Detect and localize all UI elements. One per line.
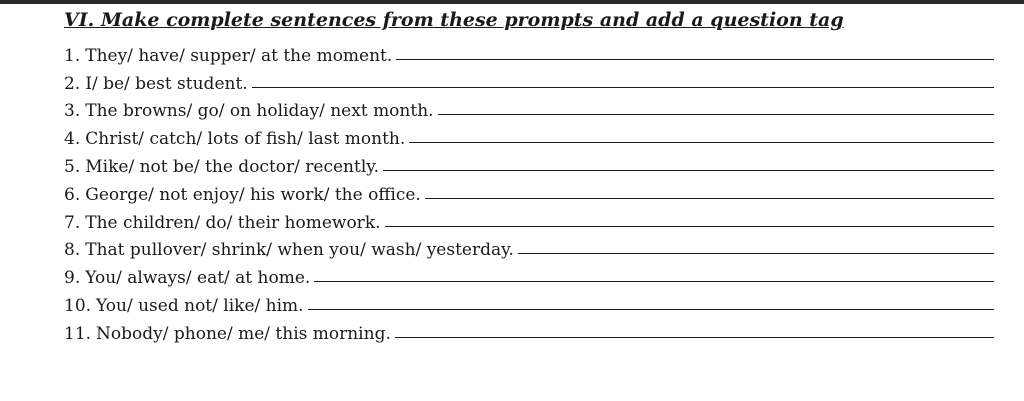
answer-line — [409, 141, 994, 143]
item-number: 3. — [64, 101, 81, 122]
exercise-list — [64, 38, 994, 344]
exercise-sheet — [64, 6, 994, 344]
item-number: 4. — [64, 129, 81, 150]
item-prompt: Mike/ not be/ the doctor/ recently. — [85, 156, 380, 177]
exercise-title: VI. Make complete sentences from these prompts and add a question tag — [64, 9, 844, 31]
exercise-item-1 — [64, 38, 994, 66]
answer-line — [396, 58, 994, 60]
exercise-item-5 — [64, 149, 994, 177]
answer-line — [518, 252, 994, 254]
page-top-edge — [0, 0, 1024, 4]
item-prompt: That pullover/ shrink/ when you/ wash/ yesterday. — [85, 240, 514, 261]
item-number: 7. — [64, 212, 81, 233]
exercise-item-7 — [64, 205, 994, 233]
exercise-item-4 — [64, 121, 994, 149]
answer-line — [252, 86, 994, 88]
exercise-item-10 — [64, 288, 994, 316]
item-number: 2. — [64, 73, 81, 94]
exercise-item-9 — [64, 260, 994, 288]
item-prompt: Christ/ catch/ lots of fish/ last month. — [85, 129, 406, 150]
answer-line — [438, 113, 994, 115]
answer-line — [385, 225, 994, 227]
exercise-item-6 — [64, 177, 994, 205]
item-number: 11. — [64, 323, 92, 344]
exercise-item-11 — [64, 316, 994, 344]
item-prompt: The children/ do/ their homework. — [85, 212, 381, 233]
item-prompt: Nobody/ phone/ me/ this morning. — [96, 323, 391, 344]
item-prompt: I/ be/ best student. — [85, 73, 248, 94]
item-number: 1. — [64, 45, 81, 66]
item-number: 5. — [64, 156, 81, 177]
answer-line — [383, 169, 994, 171]
item-prompt: They/ have/ supper/ at the moment. — [85, 45, 393, 66]
item-prompt: The browns/ go/ on holiday/ next month. — [85, 101, 434, 122]
answer-line — [425, 197, 994, 199]
item-number: 8. — [64, 240, 81, 261]
item-number: 10. — [64, 295, 92, 316]
item-number: 6. — [64, 184, 81, 205]
answer-line — [308, 308, 994, 310]
item-prompt: George/ not enjoy/ his work/ the office. — [85, 184, 421, 205]
exercise-item-8 — [64, 233, 994, 261]
item-number: 9. — [64, 268, 81, 289]
exercise-item-3 — [64, 94, 994, 122]
exercise-item-2 — [64, 66, 994, 94]
answer-line — [395, 336, 994, 338]
item-prompt: You/ always/ eat/ at home. — [85, 268, 311, 289]
answer-line — [314, 280, 994, 282]
item-prompt: You/ used not/ like/ him. — [96, 295, 304, 316]
